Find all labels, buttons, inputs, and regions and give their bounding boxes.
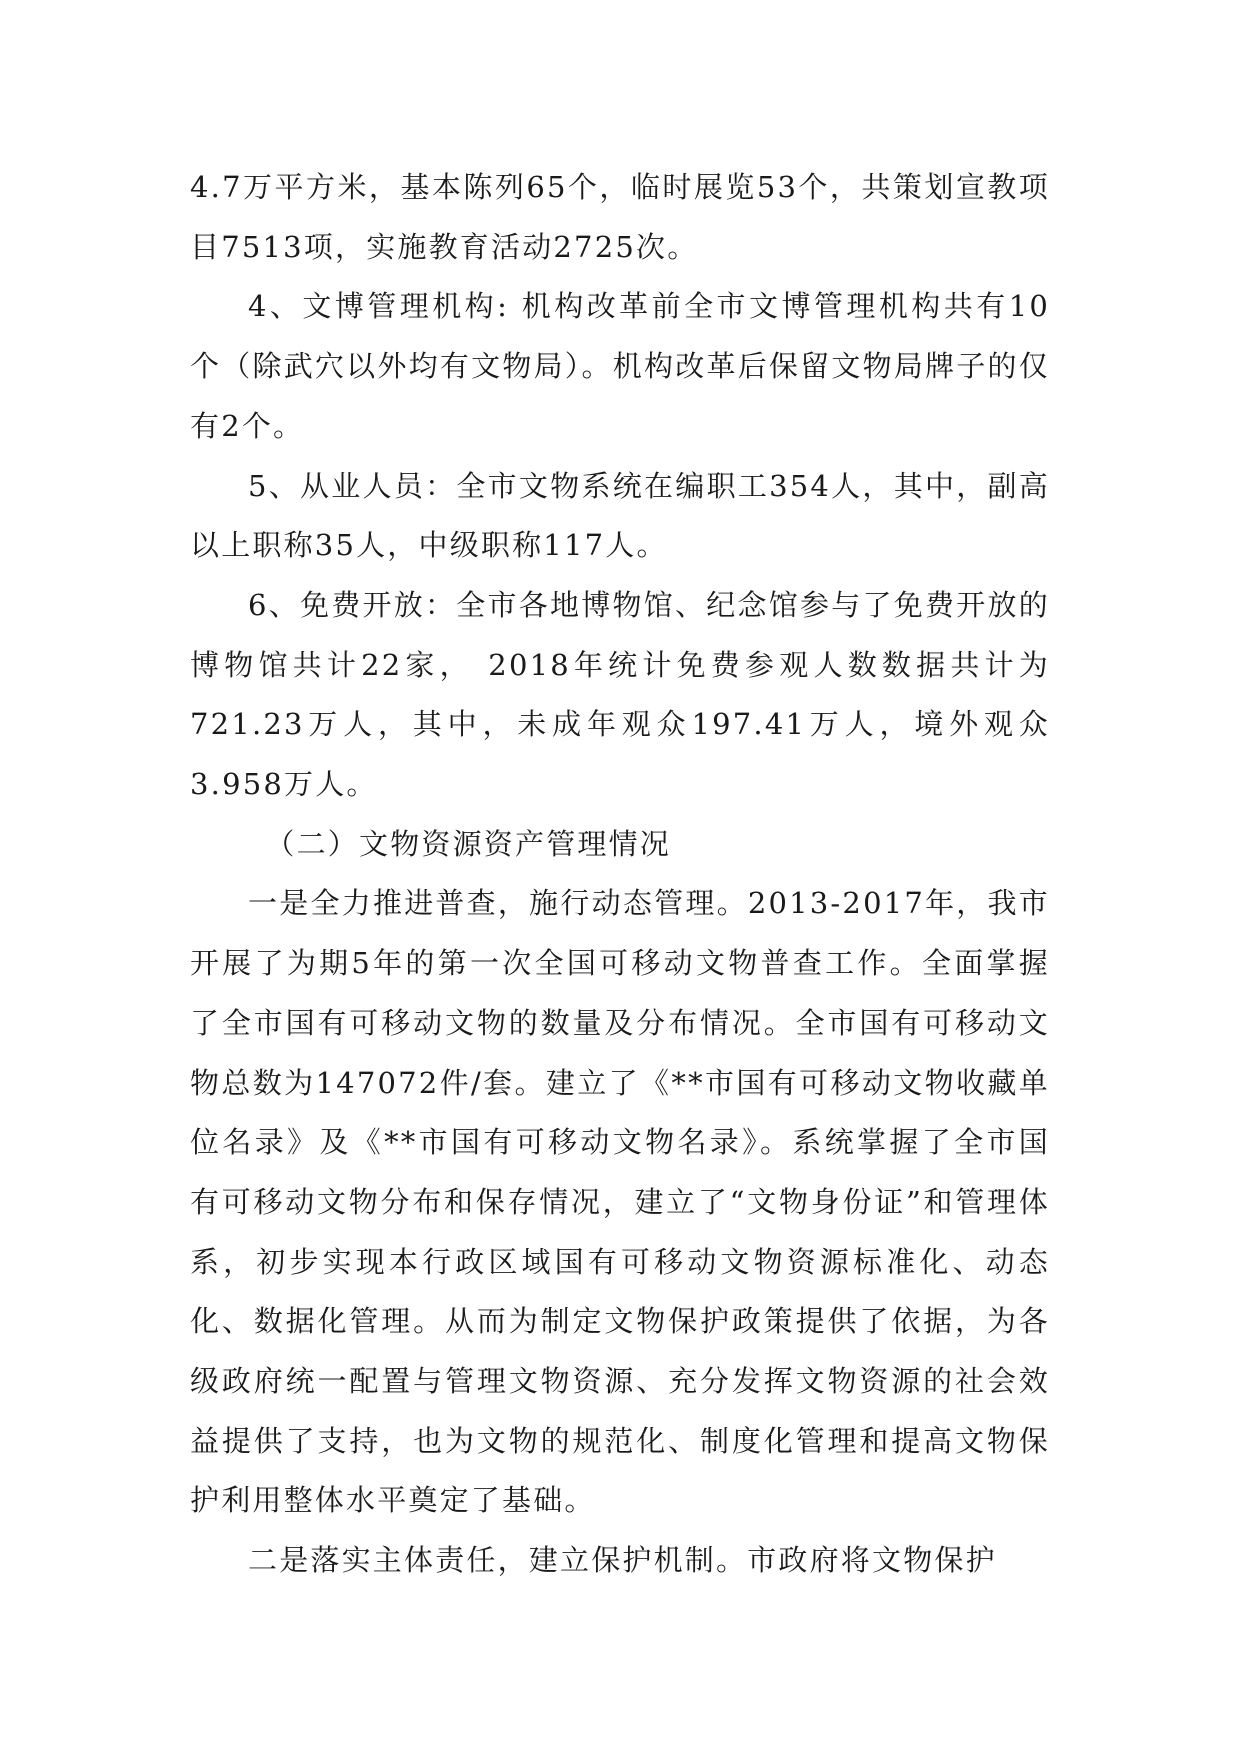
paragraph-responsibility: 二是落实主体责任，建立保护机制。市政府将文物保护 — [248, 1543, 997, 1578]
section-heading-asset-management: （二）文物资源资产管理情况 — [265, 826, 671, 861]
document-body — [190, 158, 1050, 1591]
paragraph-museum-stats-continued: 4.7万平方米，基本陈列65个，临时展览53个，共策划宣教项目7513项，实施教育活动2725次。 — [190, 170, 1050, 264]
paragraph-staff: 5、从业人员：全市文物系统在编职工354人，其中，副高以上职称35人，中级职称117人。 — [190, 468, 1050, 563]
paragraph-census: 一是全力推进普查，施行动态管理。2013-2017年，我市开展了为期5年的第一次全国可移动文物普查工作。全面掌握了全市国有可移动文物的数量及分布情况。全市国有可移动文物总数为147072件/套。建立了《**市国有可移动文物收藏单位名录》及《**市国有可移动文物名录》。系统掌握了全市国有可移动文物分布和保存情况，建立了“文物身份证”和管理体系，初步实现本行政区域国有可移动文物资源标准化、动态化、数据化管理。从而为制定文物保护政策提供了依据，为各级政府统一配置与管理文物资源、充分发挥文物资源的社会效益提供了支持，也为文物的规范化、制度化管理和提高文物保护利用整体水平奠定了基础。 — [190, 886, 1050, 1518]
paragraph-free-admission: 6、免费开放：全市各地博物馆、纪念馆参与了免费开放的博物馆共计22家， 2018年统计免费参观人数数据共计为721.23万人，其中，未成年观众197.41万人，境外观众3.958万人。 — [190, 587, 1050, 802]
paragraph-management-agencies: 4、文博管理机构: 机构改革前全市文博管理机构共有10个（除武穴以外均有文物局）。机构改革后保留文物局牌子的仅有2个。 — [190, 289, 1050, 443]
